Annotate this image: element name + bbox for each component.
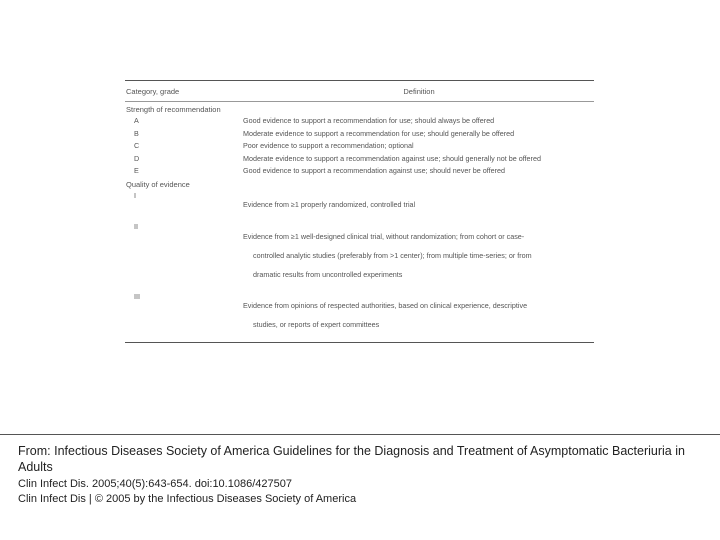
caption-copyright: Clin Infect Dis | © 2005 by the Infectious Diseases Society of America [18,493,357,505]
grade-cell: III [134,291,140,301]
table-row [125,116,594,126]
header-definition: Definition [403,86,435,96]
table-row [125,191,594,220]
table-row [125,166,594,176]
table-row [125,141,594,151]
definition-cell [243,222,594,289]
caption-title: From: Infectious Diseases Society of America Guidelines for the Diagnosis and Treatment of Asymptomatic Bacteriuria in Adults [18,444,685,474]
definition-cell [243,292,594,340]
table-row [125,154,594,164]
grade-cell: C [134,141,140,150]
caption-citation: Clin Infect Dis. 2005;40(5):643-654. doi:10.1086/427507 [18,478,292,490]
definition-line: Evidence from opinions of respected authorities, based on clinical experience, descriptive [243,301,528,310]
definition-cell [243,191,594,220]
grade-cell: B [134,128,139,138]
section-strength: Strength of recommendation [126,105,221,114]
definition-cell: Moderate evidence to support a recommendation against use; should generally not be offered [243,153,541,163]
grade-cell: D [134,153,140,163]
definition-line: dramatic results from uncontrolled experiments [253,269,403,279]
definition-cell: Good evidence to support a recommendation against use; should never be offered [243,166,505,175]
definition-line: Evidence from ≥1 well-designed clinical trial, without randomization; from cohort or case- [243,231,525,241]
definition-cell: Good evidence to support a recommendation for use; should always be offered [243,116,495,125]
definition-line: controlled analytic studies (preferably from >1 center); from multiple time-series; or from [253,250,532,260]
figure-caption [0,434,720,540]
grade-cell: A [134,116,139,125]
grading-table [125,80,594,343]
table-bottom-rule [125,342,594,343]
table-row [125,292,594,340]
grade-cell: II [134,222,138,231]
section-quality: Quality of evidence [126,179,190,189]
definition-cell: Moderate evidence to support a recommendation for use; should generally be offered [243,128,515,138]
grade-cell: E [134,166,139,175]
definition-cell: Poor evidence to support a recommendation; optional [243,141,414,150]
table-row [125,222,594,289]
table-header [125,81,594,101]
header-category: Category, grade [126,86,180,96]
table-row [125,129,594,139]
definition-line: Evidence from ≥1 properly randomized, controlled trial [243,200,416,209]
definition-line: studies, or reports of expert committees [253,320,380,329]
grade-cell: I [134,190,136,200]
